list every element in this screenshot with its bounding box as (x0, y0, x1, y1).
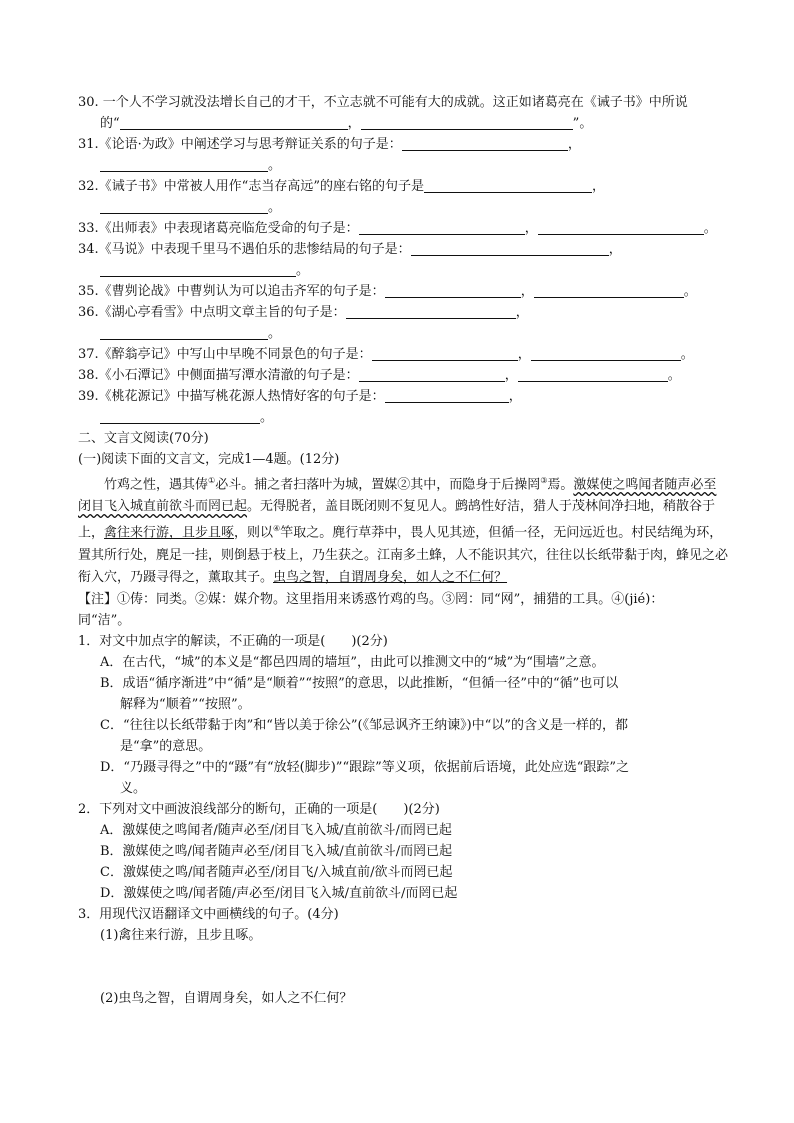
q30-text: 30. 一个人不学习就没法增长自己的才干，不立志就不可能有大的成就。这正如诸葛亮在《诫子书》中所说 (78, 95, 688, 110)
q3-sentence-1: (1)禽往来行游，且步且啄。 (100, 927, 262, 943)
q36-sep: ， (515, 305, 529, 320)
passage (78, 470, 728, 589)
q36-blank-2[interactable] (100, 325, 268, 340)
note-line2: 同“洁”。 (78, 612, 131, 628)
q30-line1 (78, 92, 728, 113)
q34-text: 34.《马说》中表现千里马不遇伯乐的悲惨结局的句子是： (78, 242, 411, 257)
q38-end: 。 (667, 368, 681, 383)
q2-option-a: A．激媒使之鸣闻者/随声必至/闭目飞入城/直前欲斗/而罔已起 (100, 822, 452, 838)
q34-sep: ， (608, 242, 622, 257)
q32-text: 32.《诫子书》中常被人用作“志当存高远”的座右铭的句子是 (78, 179, 424, 194)
q31-blank-2[interactable] (100, 157, 268, 172)
q32-blank-1[interactable] (424, 178, 592, 193)
q38-line (78, 365, 728, 386)
section-title: 二、文言文阅读(70分) (78, 431, 209, 446)
q34-line2 (78, 260, 728, 281)
q31-line1 (78, 134, 728, 155)
q39-line2 (78, 407, 728, 428)
q33-text: 33.《出师表》中表现诸葛亮临危受命的句子是： (78, 221, 359, 236)
wavy-underlined-sentence: 激媒使之鸣闻者随声必至闭目飞入城直前欲斗而罔已起 (78, 477, 717, 515)
q35-text: 35.《曹刿论战》中曹刿认为可以追击齐军的句子是： (78, 284, 385, 299)
q37-line (78, 344, 728, 365)
exam-page (78, 92, 728, 1009)
q36-line1 (78, 302, 728, 323)
q1-stem: 1．对文中加点字的解读，不正确的一项是( )(2分) (78, 633, 388, 649)
passage-part: ，则以 (234, 525, 274, 541)
q31-text: 31.《论语·为政》中阐述学习与思考辩证关系的句子是： (78, 137, 402, 152)
q30-line2 (78, 113, 728, 134)
q31-sep: ， (567, 137, 581, 152)
q38-sep: ， (504, 368, 518, 383)
q32-line2 (78, 197, 728, 218)
q35-blank-2[interactable] (534, 283, 684, 298)
q34-line1 (78, 239, 728, 260)
q37-text: 37.《醉翁亭记》中写山中早晚不同景色的句子是： (78, 347, 372, 362)
q39-text: 39.《桃花源记》中描写桃花源人热情好客的句子是： (78, 389, 385, 404)
passage-part: 竿取之。麂行草莽中，畏人见其迹，但循一径，无问远近也。村民结绳为环，置其所行处，麂足一挂，则倒悬于枝上，乃生获之。江南多土蜂，人不能识其穴，往往以长纸带黏于肉，蜂见之必衔入穴，乃蹑寻得之，薰取其子。 (78, 525, 729, 585)
passage-part: 必斗。捕之者扫落叶为城，置媒②其中，而隐身于后操罔 (215, 477, 541, 493)
q33-sep: ， (524, 221, 538, 236)
note-line1: 【注】①俦：同类。②媒：媒介物。这里指用来诱惑竹鸡的鸟。③罔：同“网”，捕猎的工具。④(jié)： (78, 591, 664, 607)
q31-end: 。 (268, 158, 282, 173)
q32-end: 。 (268, 200, 282, 215)
q30-prefix: 的“ (100, 116, 120, 131)
q36-end: 。 (268, 326, 282, 341)
q36-text: 36.《湖心亭看雪》中点明文章主旨的句子是： (78, 305, 346, 320)
q33-blank-1[interactable] (359, 220, 525, 235)
q1-option-b: B．成语“循序渐进”中“循”是“顺着”“按照”的意思，以此推断，“但循一径”中的“循”也可以 (100, 675, 619, 691)
q38-blank-1[interactable] (359, 367, 505, 382)
q2-option-d: D．激媒使之鸣/闻者随/声必至/闭目飞入城/直前欲斗/而罔已起 (100, 885, 458, 901)
q32-sep: ， (591, 179, 605, 194)
q1-option-b-cont: 解释为“顺着”“按照”。 (120, 696, 251, 712)
q38-text: 38.《小石潭记》中侧面描写潭水清澈的句子是： (78, 368, 359, 383)
footnote-mark: ① (208, 476, 216, 485)
q39-end: 。 (260, 410, 274, 425)
q35-blank-1[interactable] (385, 283, 521, 298)
q37-sep: ， (517, 347, 531, 362)
footnote-mark: ③ (540, 476, 548, 485)
q1-option-d: D．“乃蹑寻得之”中的“蹑”有“放轻(脚步)”“跟踪”等义项，依据前后语境，此处应选“跟踪”之 (100, 759, 630, 775)
q35-end: 。 (683, 284, 697, 299)
q1-option-d-cont: 义。 (120, 780, 147, 796)
q31-blank-1[interactable] (402, 136, 568, 151)
q34-blank-1[interactable] (411, 241, 609, 256)
q34-blank-2[interactable] (100, 262, 296, 277)
q39-blank-1[interactable] (385, 388, 509, 403)
q32-line1 (78, 176, 728, 197)
underlined-sentence-1: 禽往来行游，且步且啄 (104, 525, 235, 541)
q37-blank-1[interactable] (372, 346, 518, 361)
q2-stem: 2．下列对文中画波浪线部分的断句，正确的一项是( )(2分) (78, 801, 440, 817)
q36-blank-1[interactable] (346, 304, 516, 319)
q1-option-c: C．“往往以长纸带黏于肉”和“皆以美于徐公”(《邹忌讽齐王纳谏》)中“以”的含义是一样的，都 (100, 717, 628, 733)
q30-sep: ， (347, 116, 361, 131)
q35-line (78, 281, 728, 302)
q39-blank-2[interactable] (100, 409, 260, 424)
q30-suffix: ”。 (572, 116, 593, 131)
q2-option-b: B．激媒使之鸣/闻者随声必至/闭目飞入城/直前欲斗/而罔已起 (100, 843, 453, 859)
q34-end: 。 (296, 263, 310, 278)
footnote-mark: ④ (273, 524, 281, 534)
q3-stem: 3．用现代汉语翻译文中画横线的句子。(4分) (78, 906, 339, 922)
q39-sep: ， (508, 389, 522, 404)
q37-blank-2[interactable] (531, 346, 681, 361)
q35-sep: ， (520, 284, 534, 299)
q39-line1 (78, 386, 728, 407)
q37-end: 。 (680, 347, 694, 362)
q31-line2 (78, 155, 728, 176)
passage-part: 竹鸡之性，遇其俦 (104, 477, 209, 493)
q2-option-c: C．激媒使之鸣/闻者随声必至/闭目飞/入城直前/欲斗而罔已起 (100, 864, 453, 880)
q38-blank-2[interactable] (518, 367, 668, 382)
q30-blank-1[interactable] (120, 115, 348, 130)
underlined-sentence-2: 虫鸟之智，自谓周身矣，如人之不仁何？ (273, 569, 508, 585)
q33-end: 。 (703, 221, 717, 236)
q33-line (78, 218, 728, 239)
q30-blank-2[interactable] (361, 115, 573, 130)
q36-line2 (78, 323, 728, 344)
passage-part: 焉。 (547, 477, 574, 493)
answer-space (78, 946, 728, 988)
q3-sentence-2: (2)虫鸟之智，自谓周身矣，如人之不仁何？ (100, 990, 353, 1006)
passage-part: 。无得脱者，盖目既闭则不复见人。鹧鸪性好洁，猎人于茂林间净扫地，稍散谷于上， (78, 499, 716, 541)
section-subtitle: (一)阅读下面的文言文，完成1—4题。(12分) (78, 452, 340, 467)
q32-blank-2[interactable] (100, 199, 268, 214)
q1-option-c-cont: 是“拿”的意思。 (120, 738, 212, 754)
q33-blank-2[interactable] (538, 220, 704, 235)
q1-option-a: A．在古代，“城”的本义是“都邑四周的墙垣”，由此可以推测文中的“城”为“围墙”之意。 (100, 654, 605, 670)
